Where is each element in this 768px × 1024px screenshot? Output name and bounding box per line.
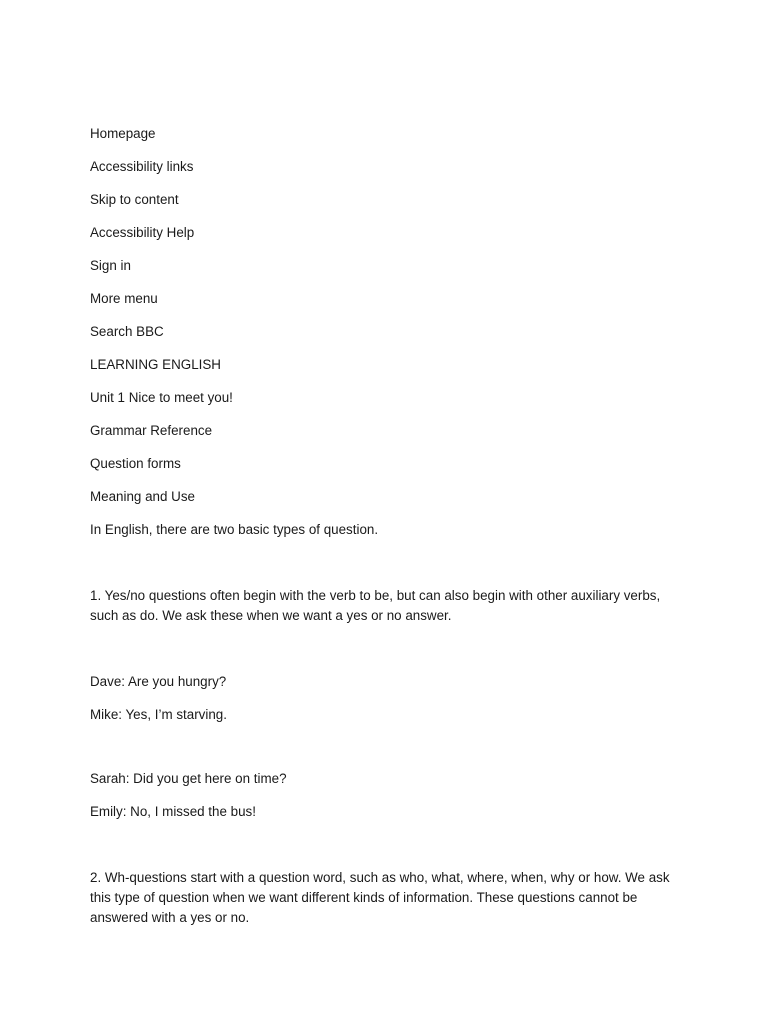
dialogue-two-line-two: Emily: No, I missed the bus! — [90, 804, 256, 819]
learning-english-link[interactable]: LEARNING ENGLISH — [90, 357, 221, 372]
skip-to-content-link[interactable]: Skip to content — [90, 192, 179, 207]
intro-paragraph: In English, there are two basic types of question. — [90, 522, 379, 537]
more-menu-link[interactable]: More menu — [90, 291, 158, 306]
sign-in-link[interactable]: Sign in — [90, 258, 131, 273]
dialogue-two-line-one: Sarah: Did you get here on time? — [90, 771, 287, 786]
document-page — [90, 124, 680, 941]
accessibility-links-link[interactable]: Accessibility links — [90, 159, 194, 174]
search-bbc-link[interactable]: Search BBC — [90, 324, 164, 339]
dialogue-one-line-two: Mike: Yes, I’m starving. — [90, 707, 227, 722]
grammar-reference-heading: Grammar Reference — [90, 423, 213, 438]
homepage-link[interactable]: Homepage — [90, 126, 156, 141]
question-forms-heading: Question forms — [90, 456, 181, 471]
accessibility-help-link[interactable]: Accessibility Help — [90, 225, 195, 240]
point-two-paragraph: 2. Wh-questions start with a question word, such as who, what, where, when, why or how. We ask this type of question when we want different kinds of information. These questions cannot be answered with a yes or no. — [90, 870, 670, 925]
unit-title: Unit 1 Nice to meet you! — [90, 390, 233, 405]
meaning-and-use-heading: Meaning and Use — [90, 489, 195, 504]
spacer — [90, 835, 680, 868]
spacer — [90, 553, 680, 586]
spacer — [90, 738, 680, 769]
dialogue-one-line-one: Dave: Are you hungry? — [90, 674, 227, 689]
point-one-paragraph: 1. Yes/no questions often begin with the verb to be, but can also begin with other auxiliary verbs, such as do. We ask these when we want a yes or no answer. — [90, 588, 661, 623]
spacer — [90, 639, 680, 672]
